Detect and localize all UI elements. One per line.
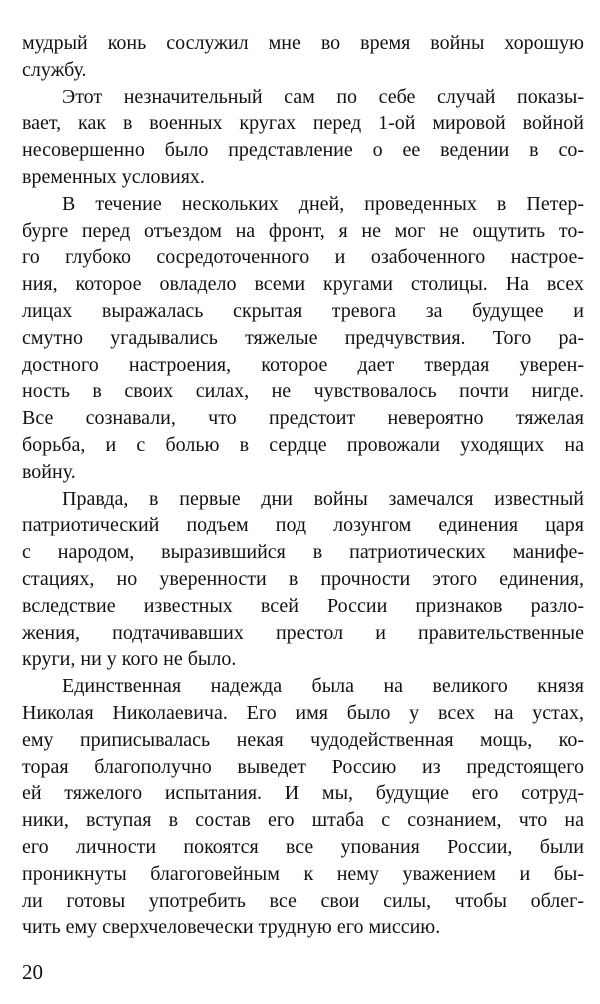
text-line: жения, подтачивавших престол и правительственные xyxy=(22,621,584,644)
text-line: проникнуты благоговейным к нему уважением и бы- xyxy=(22,862,584,885)
text-line: ей тяжелого испытания. И мы, будущие его сотруд- xyxy=(22,782,584,805)
text-line: несовершенно было представление о ее ведении в со- xyxy=(22,139,584,162)
text-line: службу. xyxy=(22,58,87,81)
text-line: ники, вступая в состав его штаба с сознанием, что на xyxy=(22,809,584,832)
text-line: войну. xyxy=(22,460,76,483)
text-line: Николая Николаевича. Его имя было у всех на устах, xyxy=(22,701,584,724)
text-line: временных условиях. xyxy=(22,165,205,188)
text-line: борьба, и с болью в сердце провожали уходящих на xyxy=(22,433,584,456)
text-line: ему приписывалась некая чудодейственная мощь, ко- xyxy=(22,728,584,751)
text-line: круги, ни у кого не было. xyxy=(22,648,237,671)
text-line: ли готовы употребить все свои силы, чтобы облег- xyxy=(22,889,584,912)
text-line: торая благополучно выведет Россию из предстоящего xyxy=(22,755,584,778)
text-line: вает, как в военных кругах перед 1-ой мировой войной xyxy=(22,112,584,135)
text-line: ния, которое овладело всеми кругами столицы. На всех xyxy=(22,273,584,296)
text-line: Единственная надежда была на великого князя xyxy=(62,675,584,698)
text-line: вследствие известных всей России признаков разло- xyxy=(22,594,584,617)
page-body xyxy=(22,30,584,941)
text-line: достного настроения, которое дает твердая уверен- xyxy=(22,353,584,376)
page-number: 20 xyxy=(22,960,43,984)
text-line: ность в своих силах, не чувствовалось почти нигде. xyxy=(22,380,584,403)
text-line: В течение нескольких дней, проведенных в Петер- xyxy=(62,192,584,215)
text-line: Правда, в первые дни войны замечался известный xyxy=(62,487,584,510)
text-line: патриотический подъем под лозунгом единения царя xyxy=(22,514,584,537)
text-line: бурге перед отъездом на фронт, я не мог не ощутить то- xyxy=(22,219,584,242)
text-line: чить ему сверхчеловечески трудную его миссию. xyxy=(22,916,441,939)
text-line: лицах выражалась скрытая тревога за будущее и xyxy=(22,299,584,322)
text-line: его личности покоятся все упования России, были xyxy=(22,835,584,858)
text-line: стациях, но уверенности в прочности этого единения, xyxy=(22,567,584,590)
text-line: Этот незначительный сам по себе случай показы- xyxy=(62,85,584,108)
text-line: мудрый конь сослужил мне во время войны хорошую xyxy=(22,32,584,54)
text-line: смутно угадывались тяжелые предчувствия. Того ра- xyxy=(22,326,584,349)
text-line: Все сознавали, что предстоит невероятно тяжелая xyxy=(22,407,584,430)
text-line: го глубоко сосредоточенного и озабоченного настрое- xyxy=(22,246,584,269)
text-line: с народом, выразившийся в патриотических манифе- xyxy=(22,541,584,564)
